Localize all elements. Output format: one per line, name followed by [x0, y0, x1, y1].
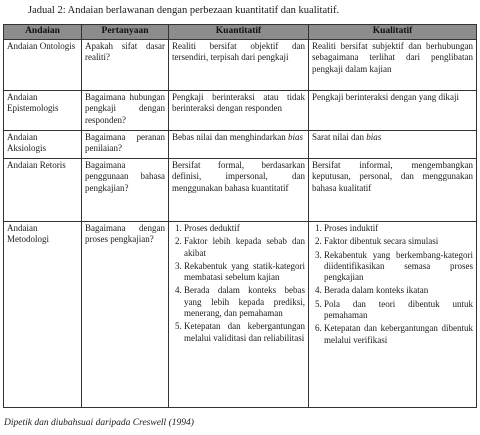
cell-kuantitatif	[169, 131, 309, 159]
list-item: 2. Faktor dibentuk secara simulasi	[324, 236, 473, 247]
cell-pertanyaan: Bagaimana penggunaan bahasa pengkajian?	[82, 159, 169, 222]
cell-andaian: Andaian Ontologis	[4, 40, 82, 91]
kualitatif-emphasis: bias	[366, 132, 382, 142]
header-kualitatif: Kualitatif	[309, 25, 477, 40]
list-item: 4. Berada dalam konteks bebas yang lebih kepada prediksi, menerang, dan pemahaman	[184, 285, 305, 319]
list-item: 3. Rekabentuk yang statik-kategori membatasi sebelum kajian	[184, 261, 305, 284]
cell-kualitatif	[309, 222, 477, 408]
cell-kuantitatif: Realiti bersifat objektif dan tersendiri, terpisah dari pengkaji	[169, 40, 309, 91]
comparison-table	[3, 24, 477, 408]
kuantitatif-emphasis: bias	[287, 132, 303, 142]
table-row	[4, 159, 477, 222]
cell-kualitatif: Realiti bersifat subjektif dan berhubungan sebagaimana terlihat dari penglibatan pengkaji dalam kajian	[309, 40, 477, 91]
kuantitatif-text: Bebas nilai dan menghindarkan	[172, 132, 288, 142]
cell-kualitatif	[309, 131, 477, 159]
list-item: 6. Ketepatan dan kebergantungan dibentuk melalui verifikasi	[324, 323, 473, 346]
cell-kualitatif: Pengkaji berinteraksi dengan yang dikaji	[309, 91, 477, 131]
cell-pertanyaan: Apakah sifat dasar realiti?	[82, 40, 169, 91]
table-row	[4, 40, 477, 91]
header-pertanyaan: Pertanyaan	[82, 25, 169, 40]
cell-andaian: Andaian Retoris	[4, 159, 82, 222]
cell-andaian: Andaian Metodologi	[4, 222, 82, 408]
list-item: 3. Rekabentuk yang berkembang-kategori diidentifikasikan semasa proses pengkajian	[324, 250, 473, 284]
list-item: 5. Pola dan teori dibentuk untuk pemahaman	[324, 299, 473, 322]
table-row	[4, 91, 477, 131]
cell-kuantitatif	[169, 222, 309, 408]
kualitatif-text: Sarat nilai dan	[312, 132, 367, 142]
cell-kualitatif: Bersifat informal, mengembangkan keputusan, personal, dan menggunakan bahasa kualitatif	[309, 159, 477, 222]
header-andaian: Andaian	[4, 25, 82, 40]
header-row	[4, 25, 477, 40]
table-caption: Jadual 2: Andaian berlawanan dengan perbezaan kuantitatif dan kualitatif.	[28, 5, 340, 16]
list-item: 4. Berada dalam konteks ikatan	[324, 285, 473, 296]
kuantitatif-list	[172, 223, 305, 344]
source-note: Dipetik dan diubahsuai daripada Creswell (1994)	[4, 418, 194, 428]
table-row	[4, 131, 477, 159]
cell-andaian: Andaian Epistemologis	[4, 91, 82, 131]
list-item: 2. Faktor lebih kepada sebab dan akibat	[184, 236, 305, 259]
cell-pertanyaan: Bagaimana peranan penilaian?	[82, 131, 169, 159]
kualitatif-list	[312, 223, 473, 346]
table-row	[4, 222, 477, 408]
cell-kuantitatif: Pengkaji berinteraksi atau tidak berinteraksi dengan responden	[169, 91, 309, 131]
list-item: 1. Proses deduktif	[184, 223, 305, 234]
list-item: 1. Proses induktif	[324, 223, 473, 234]
list-item: 5. Ketepatan dan kebergantungan melalui validitasi dan reliabilitasi	[184, 321, 305, 344]
cell-pertanyaan: Bagaimana dengan proses pengkajian?	[82, 222, 169, 408]
header-kuantitatif: Kuantitatif	[169, 25, 309, 40]
cell-andaian: Andaian Aksiologis	[4, 131, 82, 159]
cell-pertanyaan: Bagaimana hubungan pengkaji dengan responden?	[82, 91, 169, 131]
cell-kuantitatif: Bersifat formal, berdasarkan definisi, impersonal, dan menggunakan bahasa kuantitatif	[169, 159, 309, 222]
